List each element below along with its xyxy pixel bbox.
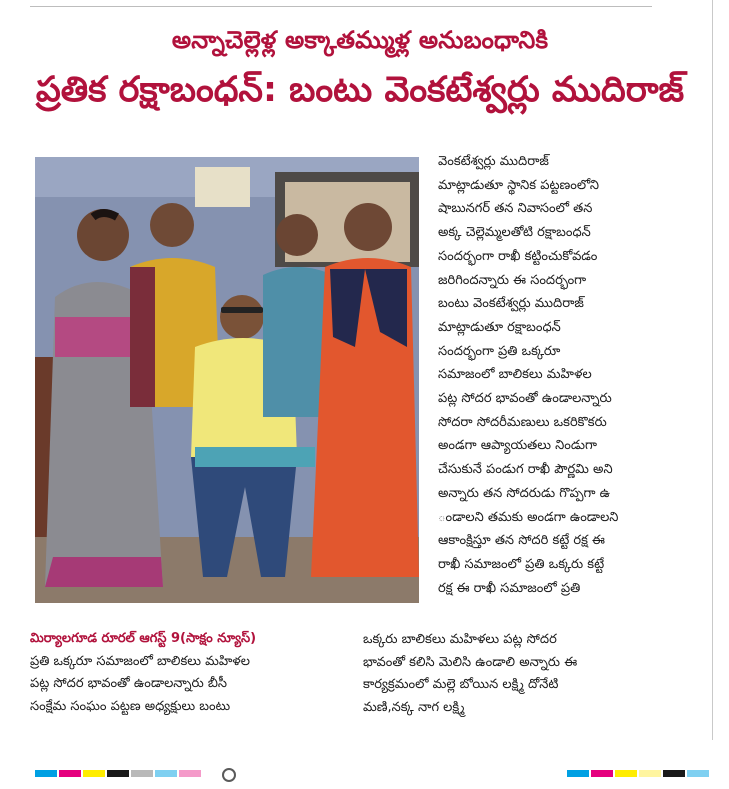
article-column-bottom [363,629,671,719]
text-line: ప్రతి ఒక్కరూ సమాజంలో బాలికలు మహిళల [30,653,251,669]
color-swatch [179,770,201,777]
text-line: రక్ష ఈ రాఖీ సమాజంలో ప్రతి [438,580,581,596]
color-swatch [567,770,589,777]
text-line: సోదరా సోదరీమణులు ఒకరికొకరు [438,414,607,430]
text-line: కార్యక్రమంలో మల్లె బోయిన లక్ష్మి దోనేటి [363,677,559,692]
text-line: అక్క చెల్లెమ్మలతోటి రక్షాబంధన్ [438,225,591,241]
print-color-bar-left [35,770,203,777]
text-line: బంటు వెంకటేశ్వర్లు ముదిరాజ్ [438,296,584,312]
color-swatch [663,770,685,777]
text-line: సందర్భంగా రాఖీ కట్టించుకోవడం [438,248,598,264]
text-line: అన్నారు తన సోదరుడు గొప్పగా ఉ [438,485,611,501]
text-line: షాబునగర్ తన నివాసంలో తన [438,201,593,217]
article-column-left [30,628,342,718]
article-photo [35,157,419,603]
text-line: ండాలని తమకు అండగా ఉండాలని [438,509,619,525]
color-swatch [615,770,637,777]
color-swatch [107,770,129,777]
text-line: భావంతో కలిసి మెలిసి ఉండాలి అన్నారు ఈ [363,654,578,670]
text-line: వెంకటేశ్వర్లు ముదిరాజ్ [438,154,549,169]
text-line: ఒక్కరు బాలికలు మహిళలు పట్ల సోదర [363,632,557,647]
text-line: సందర్భంగా ప్రతి ఒక్కరూ [438,343,561,359]
text-line: పట్ల సోదర భావంతో ఉండాలన్నారు [438,391,612,407]
color-swatch [591,770,613,777]
headline-line-1: అన్నాచెల్లెళ్ల అక్కాతమ్ముళ్ల అనుబంధానికి [171,26,549,54]
text-line: సంక్షేమ సంఘం పట్టణ అధ్యక్షులు బంటు [30,698,231,714]
text-line: మాట్లాడుతూ స్థానిక పట్టణంలోని [438,177,600,193]
text-line: ఆకాంక్షిస్తూ తన సోదరి కట్టే రక్ష ఈ [438,533,605,549]
headline-line-2: ప్రతిక రక్షాబంధన్: బంటు వెంకటేశ్వర్లు ముదిరాజ్ [35,70,685,110]
dateline: మిర్యాలగూడ రూరల్ ఆగస్ట్ 9(సాక్షం న్యూస్) [30,631,257,646]
top-rule [30,6,652,7]
text-line: రాఖీ సమాజంలో ప్రతి ఒక్కరు కట్టే [438,556,605,572]
article-column-right [438,150,671,600]
text-line: మాట్లాడుతూ రక్షాబంధన్ [438,319,561,335]
color-swatch [687,770,709,777]
color-swatch [35,770,57,777]
text-line: సమాజంలో బాలికలు మహిళల [438,367,592,383]
color-swatch [59,770,81,777]
print-color-bar-right [567,770,711,777]
text-line: అండగా ఆప్యాయతలు నిండుగా [438,438,597,454]
color-swatch [639,770,661,777]
color-swatch [83,770,105,777]
color-swatch [155,770,177,777]
text-line: పట్ల సోదర భావంతో ఉండాలన్నారు బీసీ [30,676,228,691]
text-line: చేసుకునే పండుగ రాఖీ పౌర్ణమి అని [438,462,613,478]
text-line: జరిగిందన్నారు ఈ సందర్భంగా [438,272,587,288]
photo-illustration [35,157,419,603]
color-swatch [131,770,153,777]
registration-mark-icon [222,768,236,782]
text-line: మణి,నక్క నాగ లక్ష్మి [363,699,465,715]
